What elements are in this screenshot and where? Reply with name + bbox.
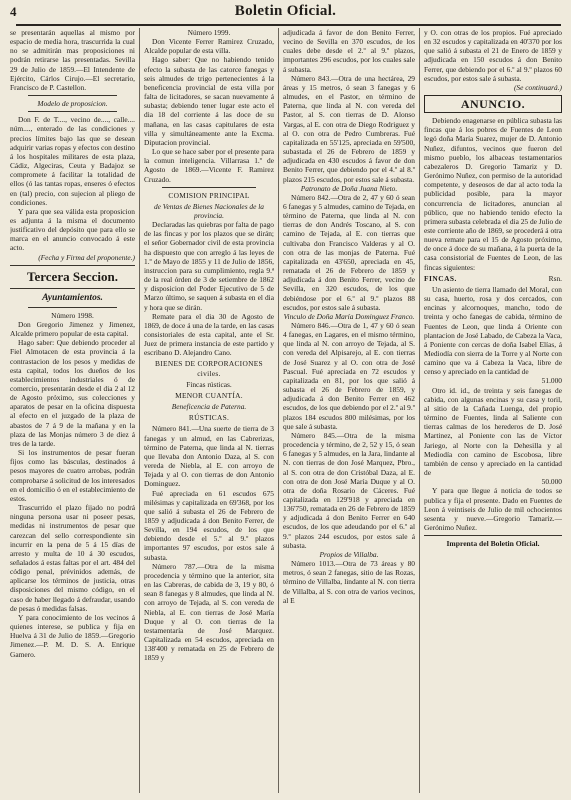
commission-title: COMISION PRINCIPAL	[168, 190, 250, 200]
signature-line: (Fecha y Firma del proponente.)	[38, 252, 135, 262]
fincas-header	[424, 274, 562, 283]
divider	[424, 535, 562, 536]
fincas-label: FINCAS.	[424, 273, 457, 283]
paragraph: Número 845.—Otra de la misma procedencia y término, de 2, 52 y 15, ó sean 6 fanegas y 5 almudes, en la Jara, lindante al N. con tierras de don José Marquez, Pbro., al S. con otra de don Cristóbal Daza, al E. con otra de don José María Duque y al O. otra de doña Rosario de Cáceres. Fué capitalizada en 129'918 y apreciada en 136'750, rematada en 26 de Febrero de 1859 y adjudicada á don Benito Ferrer en 640 escudos, de los que adeudando por el 6.º al 9.º plazos 244 escudos, por estos sale á subasta.	[283, 430, 415, 550]
divider	[10, 265, 135, 266]
paragraph: Y para que llegue á noticia de todos se publica y fija el presente. Dado en Fuentes de Leon á veintiseis de Julio de mil ochocientos sesenta y nueve.—Gregorio Tamariz.—Gerónimo Nuñez.	[424, 486, 562, 532]
column-2	[144, 28, 274, 793]
amount: 50.000	[541, 477, 562, 487]
heading: Patronato de Doña Juana Nieto.	[300, 183, 398, 193]
column-4	[424, 28, 562, 793]
paragraph: Número 842.—Otra de 2, 47 y 60 ó sean 6 fanegas y 5 almudes, camino de Tejada, en término de Paterna, que linda al N. con tierras de don Andrés Toscano, al S. con camino de Tejada, al E. con tierras que cultivaba don Francisco Valderas y al O. con otra de las monjas de Paterna. Fué capitalizada en 43'650, apreciada en 45, rematada el 26 de Febrero de 1859 y adjudicada á don Benito Ferrer, vecino de Sevilla, en 320 escudos, de los que debiéndose por el 6.º al 9.º plazos 88 escudos, por estos sale á subasta.	[283, 192, 415, 312]
paragraph: Otro id. id., de treinta y seis fanegas de cabida, con algunas encinas y su casa y toril, al sitio de la Cañada Luenga, del propio término de Fuentes, linda al Saliente con tierras calmas de los herederos de D. José Martinez, al Poniente con las de Víctor Jariego, al Norte con la Dehesilla y al Mediodía con camino de Escobosa, libre también de censo y apreciado en la cantidad de	[424, 385, 562, 478]
paragraph: Lo que se hace saber por el presente para la comun inteligencia. Villarrasa 1.º de Agosto de 1869.—Vicente F. Ramirez Cruzado.	[144, 147, 274, 184]
paragraph: Trascurrido el plazo fijado no podrá ninguna persona usar ni poseer pesas, medidas ni instrumentos de pesar que carezcan del sello correspondiente sin incurrir en la pena de 5 á 15 días de arresto y multa de 10 á 30 escudos, señalados á estas faltas por el art. 484 del código penal, prévinidos además, de aplicarse los términos de justicia, otras disposiciones del mismo código, en el caso de haber llegado á defraudar, usando de pesas ó medidas falsas.	[10, 503, 135, 613]
header-title: Boletin Oficial.	[234, 3, 337, 19]
notice-number: Número 1998.	[51, 310, 94, 320]
paragraph: adjudicada á favor de don Benito Ferrer, vecino de Sevilla en 370 escudos, de los cuales debe desde el 2.º al 9.º plazos, importantes 296 escudos, por los cuales sale á subasta.	[283, 28, 415, 74]
heading: Vinculo de Doña María Dominguez Franco.	[283, 311, 415, 321]
paragraph: Fué apreciada en 61 escudos 675 milésimas y capitalizada en 69'368, por los que salió á subasta el 26 de Febrero de 1859 y adjudicada á don Benito Ferrer, de Sevilla, en 194 escudos, de los que debiendo desde el 5.º al 9.º plazos importantes 97 escudos, por estos sale á subasta.	[144, 488, 274, 562]
paragraph: se presentarán aquellas al mismo por espacio de media hora, trascurrida la cual no se admitirán mas proposiciones ni podrán retirarse las presentadas. Sevilla 29 de Julio de 1859.—El Intendente de Ejército, Cárlos Cirujo.—El secretario, Francisco de P. Castellon.	[10, 28, 135, 92]
header-rule	[16, 24, 561, 26]
paragraph: Hago saber: Que debiendo proceder al Fiel Almotacen de esta provincia á la contrastacion de los pesos y medidas de esta capital, todos los dueños de los establecimientos industriales ó de comercio, presentarán desde el dia 2 al 12 de Agosto próximo, sus colecciones y aparatos de pesar en la oficina dispuesta al efecto en el juzgado de la plaza de abastos de 7 á 9 de la mañana y en la plaza de las Monjas número 3 de diez á tres de la tarde.	[10, 338, 135, 448]
continued-note: (Se continuará.)	[513, 82, 562, 92]
paragraph: Remate para el dia 30 de Agosto de 1869, de doce á una de la tarde, en las casas consistoriales de esta capital, ante el Sr. Juez de primera instancia de este partido y escribano D. Alejandro Cano.	[144, 311, 274, 358]
divider	[28, 95, 117, 96]
paragraph: Número 787.—Otra de la misma procedencia y término que la anterior, sita en las Cabreras, de cabida de 3, 19 y 80, ó sean 8 fanegas y 8 almudes, que linda al N. con arroyo de Tejada, al S. con vereda de Niebla, al E. con tierras de José María Duque y al O. con tierras de la testamentaría de José Marquez. Capitalizada en 54 escudos, apreciada en 138'400 y rematada en 25 de Febrero de 1859 y	[144, 561, 274, 663]
column-divider	[419, 28, 420, 793]
rsn-label: Rsn.	[548, 273, 562, 283]
paragraph: Y para que sea válida esta proposicion es adjunta á la misma el documento justificativo del depósito que para ello se marca en el anuncio convocado á este acto.	[10, 206, 135, 253]
paragraph: y O. con otras de los propios. Fué apreciado en 32 escudos y capitalizada en 40'370 por los que salió á subasta el 21 de Enero de 1859 y adjudicada en 150 escudos á don Benito Ferrer, que debiendo por el 6.º al 9.º plazos 60 escudos, por estos sale á subasta.	[424, 28, 562, 83]
model-title: Modelo de proposicion.	[37, 99, 108, 109]
paragraph: Hago saber: Que no habiendo tenido efecto la subasta de las catorce fanegas y seis almudes de trigo pertenecientes á la beneficencia provincial de esta villa por falta de licitadores, se sacan nuevamente á subasta; debiendo tener lugar este acto el dia 18 del corriente á las doce de su mañana, en las casas capitulares de esta villa y simultáneamente ante la Excma. Diputacion provincial.	[144, 55, 274, 147]
divider	[162, 187, 256, 188]
commission-subtitle: de Ventas de Bienes Nacionales de la provincia.	[153, 201, 264, 220]
divider	[10, 288, 135, 289]
heading: RÚSTICAS.	[188, 413, 230, 423]
heading: Beneficencia de Paterna.	[171, 402, 247, 412]
heading: Propios de Villalba.	[319, 549, 379, 559]
paragraph: Don F. de T...., vecino de...., calle.... núm...., enterado de las condiciones y precios límites bajo las que se desean adquirir varias ropas y efectos con destino á los hospitales militares de esta plaza, Cádiz, Algeciras, Ceuta y Badajoz se compromete á facilitar la totalidad de ellos (ó las tantas ropas, enseres ó efectos en (tal) precio, con sujecion al pliego de condiciones.	[10, 115, 135, 207]
heading: MENOR CUANTÍA.	[175, 390, 243, 400]
notice-number: Número 1999.	[187, 28, 231, 37]
subsection-title: Ayuntamientos.	[42, 292, 103, 303]
paragraph: Debiendo enagenarse en pública subasta las fincas que á los pobres de Fuentes de Leon legó doña María Suarez, mujer de D. Antonio Nuñez, difuntos, vecinos que fueron del mismo pueblo, los albaceas testamentarios cabezaleros D. Gregorio Tamariz y D. Gerónimo Nuñez, con permiso de la autoridad competente, y deseosos de dar al acto toda la publicidad posible, para la mayor concurrencia de licitadores, anuncian al público, que no habiendo tenido efecto la primera subasta celebrada el dia 25 de Julio de este corriente año de 1869, se procederá á otra nueva remate para el 15 de Agosto próximo, de once á doce de su mañana, á la puerta de la casa consistorial de Fuentes de Leon, de las fincas siguientes:	[424, 116, 562, 272]
paragraph: Un asiento de tierra llamado del Moral, con su casa, huerto, rosa y dos cercados, con encinas y alcornoques, mancho, todo de treinta y ocho fanegas de cabida, término de Fuentes de Leon, que linda á Oriente con plantacion de José Labado, de Cabeza la Vaca, á Poniente con cercas de doña Isabel Elías, á Mediodía con sierra de la Torre y al Norte con camino que va á Cabeza la Vaca, libre de censo y apreciado en la cantidad de	[424, 284, 562, 377]
column-1	[10, 28, 135, 793]
paragraph: Número 841.—Una suerte de tierra de 3 fanegas y un almud, en las Cabrerizas, término de Paterna, que linda al N. tierras que llevaba don Antonio Daza, al S. con vereda de Niebla, al E. con arroyo de Tejada y al O. con tierras de don Antonio Dominguez.	[144, 424, 274, 489]
page-number: 4	[10, 4, 17, 19]
heading: Fincas rústicas.	[186, 379, 232, 389]
paragraph: Número 843.—Otra de una hectárea, 29 áreas y 15 metros, ó sean 3 fanegas y 6 almudes, en el Pastor, en término de Paterna, que linda al N. con vereda del Pastor, al S. con tierras de D. Alonso Vargas, al E. con otra de Diego Rodriguez y al O. con otra de Pedro Cumbreras. Fué capitalizada en 55'125, apreciada en 59'500, subastada el 26 de Febrero de 1859 y adjudicada en 430 escudos á favor de don Benito Ferrer, que debiendo por el 4.º al 8.º plazos 215 escudos, por estos sale á subasta.	[283, 73, 415, 184]
column-divider	[139, 28, 140, 793]
printer-imprint: Imprenta del Boletin Oficial.	[446, 539, 540, 549]
heading: BIENES DE CORPORACIONES civiles.	[155, 359, 263, 378]
announcement-title: ANUNCIO.	[424, 95, 562, 113]
divider	[28, 307, 117, 308]
paragraph: Don Gregorio Jimenez y Jimenez, Alcalde primero popular de esta capital.	[10, 319, 135, 339]
paragraph: Si los instrumentos de pesar fueran fijos como las básculas, destinados á pesos mayores de cuatro arrobas, podrán comprobarse á solicitud de los interesados en el domicilio ó en el establecimiento de estos.	[10, 448, 135, 503]
paragraph: Número 1013.—Otra de 73 áreas y 80 metros, ó sean 2 fanegas, sitio de las Rozas, término de Villalba, lindante al N. con tierra de Villalba, al S. con otra de varios vecinos, al E	[283, 559, 415, 605]
section-title: Tercera Seccion.	[27, 268, 118, 284]
paragraph: Declaradas las quiebras por falta de pago de las fincas y por los plazos que se dirán; el señor Gobernador civil de esta provincia ha dispuesto que con arreglo á las leyes de 1.º de Mayo de 1855 y 11 de Julio de 1856, instruccion para su cumplimiento, regla 9.ª de la real órden de 3 de setiembre de 1862 y disposicion del Poder Ejecutivo de 5 de Marzo último, se saquen á subasta en el dia y hora que se dirán.	[144, 220, 274, 312]
column-3	[283, 28, 415, 793]
paragraph: Y para conocimiento de los vecinos á quienes interese, se publica y fija en Huelva á 31 de Julio de 1859.—Gregorio Jimenez.—P. M. D. S. A. Enrique Gamero.	[10, 612, 135, 659]
divider	[28, 111, 117, 112]
paragraph: Don Vicente Ferrer Ramirez Cruzado, Alcalde popular de esta villa.	[144, 37, 274, 56]
paragraph: Número 846.—Otra de 1, 47 y 60 ó sean 4 fanegas, en Lagares, en el mismo término, que linda al N. con arroyo de Tejada, al S. con vereda del Alpisarejo, al E. con tierras de José Suarez y al O. con otra de José Pascual. Fué apreciada en 72 escudos y capitalizada en 81, por los que salió á subasta el 26 de Febrero de 1859, y adjudicada á don Benito Ferrer en 462 escudos, de los que debiendo por el 2.º al 9.º plazos 184 escudos 800 milésimas, por los que sale á subasta.	[283, 321, 415, 431]
column-divider	[278, 28, 279, 793]
amount: 51.000	[541, 376, 562, 386]
